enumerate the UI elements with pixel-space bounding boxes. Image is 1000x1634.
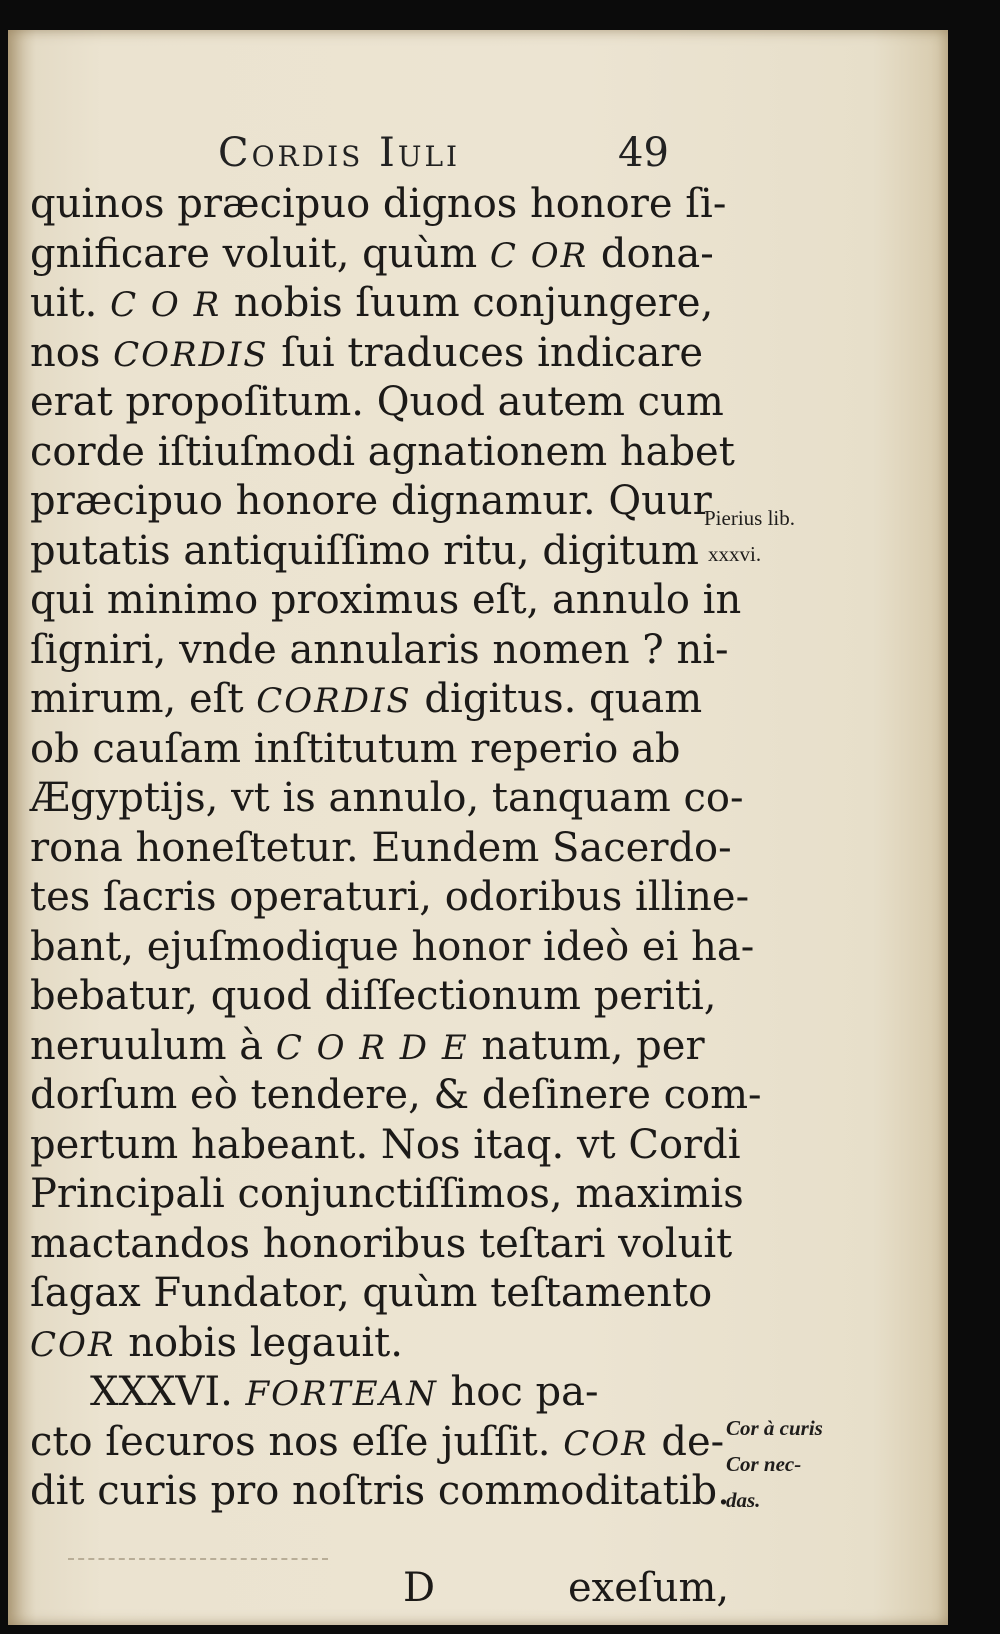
text-run: uit. <box>30 280 111 326</box>
text-line <box>30 1269 720 1319</box>
text-line <box>30 1022 720 1072</box>
text-run: qui minimo proximus eſt, annulo in <box>30 577 742 623</box>
italic-caps-text: C OR <box>489 235 589 276</box>
text-run: putatis antiquiſſimo ritu, digitum <box>30 527 699 574</box>
text-line <box>30 725 720 775</box>
text-line <box>30 477 720 527</box>
text-run: de- <box>648 1418 725 1465</box>
text-run: rona honeſtetur. Eundem Sacerdo- <box>30 824 732 871</box>
text-line <box>30 873 750 923</box>
text-line <box>30 428 735 478</box>
text-run: Ægyptijs, vt is annulo, tanquam co- <box>30 775 744 821</box>
text-run: pertum habeant. Nos itaq. vt Cordi <box>30 1121 741 1168</box>
text-run: XXXVI. <box>90 1369 246 1415</box>
text-line <box>30 378 724 428</box>
margin-note-line: Cor à curis <box>726 1416 823 1440</box>
text-run: ob cauſam inſtitutum reperio ab <box>30 725 681 772</box>
italic-caps-text: CORDIS <box>256 681 412 721</box>
text-run: nobis ſuum conjungere, <box>221 280 714 326</box>
running-title: Cordis Iuli <box>218 130 461 176</box>
text-run: nos <box>30 329 114 376</box>
text-run: mactandos honoribus teſtari voluit <box>30 1220 733 1267</box>
italic-caps-text: C O R D E <box>275 1027 469 1068</box>
text-line <box>30 1071 762 1121</box>
text-line <box>30 329 720 379</box>
text-run: gnificare voluit, quùm <box>30 230 490 277</box>
page-number: 49 <box>618 130 669 176</box>
text-line <box>30 1368 720 1418</box>
text-run: dorſum eò tendere, & deſinere com- <box>30 1072 762 1118</box>
text-line <box>30 1418 725 1468</box>
italic-caps-text: CORDIS <box>113 334 269 375</box>
text-run: neruulum à <box>30 1022 276 1069</box>
text-line <box>30 972 720 1022</box>
text-run: digitus. quam <box>411 676 703 722</box>
text-run: præcipuo honore dignamur. Quur <box>30 478 712 524</box>
text-line <box>30 230 720 280</box>
margin-note-line: das. <box>726 1488 761 1512</box>
text-line <box>30 1220 733 1270</box>
text-run: ſui traduces indicare <box>268 329 704 376</box>
text-line <box>30 824 732 874</box>
text-run: nobis legauit. <box>115 1319 403 1366</box>
text-line <box>30 180 727 230</box>
text-run: ſigniri, vnde annularis nomen ? ni- <box>30 626 729 673</box>
text-run: ſagax Fundator, quùm teſtamento <box>30 1270 713 1316</box>
text-run: mirum, eſt <box>30 676 257 722</box>
catchword: exeſum, <box>568 1565 730 1611</box>
text-line <box>30 675 720 725</box>
text-line <box>30 576 742 626</box>
text-run: bebatur, quod diſſectionum periti, <box>30 973 717 1019</box>
text-line <box>30 279 720 329</box>
italic-caps-text: C O R <box>110 285 222 325</box>
text-run: erat propoſitum. Quod autem cum <box>30 379 724 425</box>
text-run: dit curis pro noſtris commoditatib. <box>30 1468 730 1514</box>
signature-mark: D <box>403 1565 436 1611</box>
book-page <box>8 30 948 1625</box>
text-run: hoc pa- <box>437 1369 599 1415</box>
footer-rule <box>68 1558 328 1560</box>
text-run: cto ſecuros nos eſſe juſſit. <box>30 1418 564 1465</box>
text-line <box>30 1467 730 1517</box>
italic-caps-text: COR <box>563 1423 649 1464</box>
margin-note-line: xxxvi. <box>708 542 762 566</box>
text-line <box>30 774 744 824</box>
text-line <box>30 1170 744 1220</box>
text-run: tes ſacris operaturi, odoribus illine- <box>30 874 750 920</box>
text-run: dona- <box>588 230 714 277</box>
text-line <box>30 527 720 577</box>
italic-caps-text: FORTEAN <box>245 1374 438 1414</box>
text-run: Principali conjunctiſſimos, maximis <box>30 1171 744 1217</box>
text-line <box>30 626 729 676</box>
margin-note-line: Cor nec- <box>726 1452 802 1476</box>
text-run: bant, ejuſmodique honor ideò ei ha- <box>30 923 755 970</box>
text-line <box>30 1319 720 1369</box>
italic-caps-text: COR <box>30 1324 116 1365</box>
text-line <box>30 1121 741 1171</box>
text-line <box>30 923 755 973</box>
text-run: quinos præcipuo dignos honore ſi- <box>30 181 727 227</box>
text-run: corde iſtiuſmodi agnationem habet <box>30 428 735 475</box>
margin-note-cor <box>726 1410 823 1518</box>
text-run: natum, per <box>468 1022 705 1069</box>
margin-note-line: Pierius lib. <box>704 506 796 530</box>
page-header <box>8 130 948 186</box>
margin-note-pierius <box>704 500 795 572</box>
